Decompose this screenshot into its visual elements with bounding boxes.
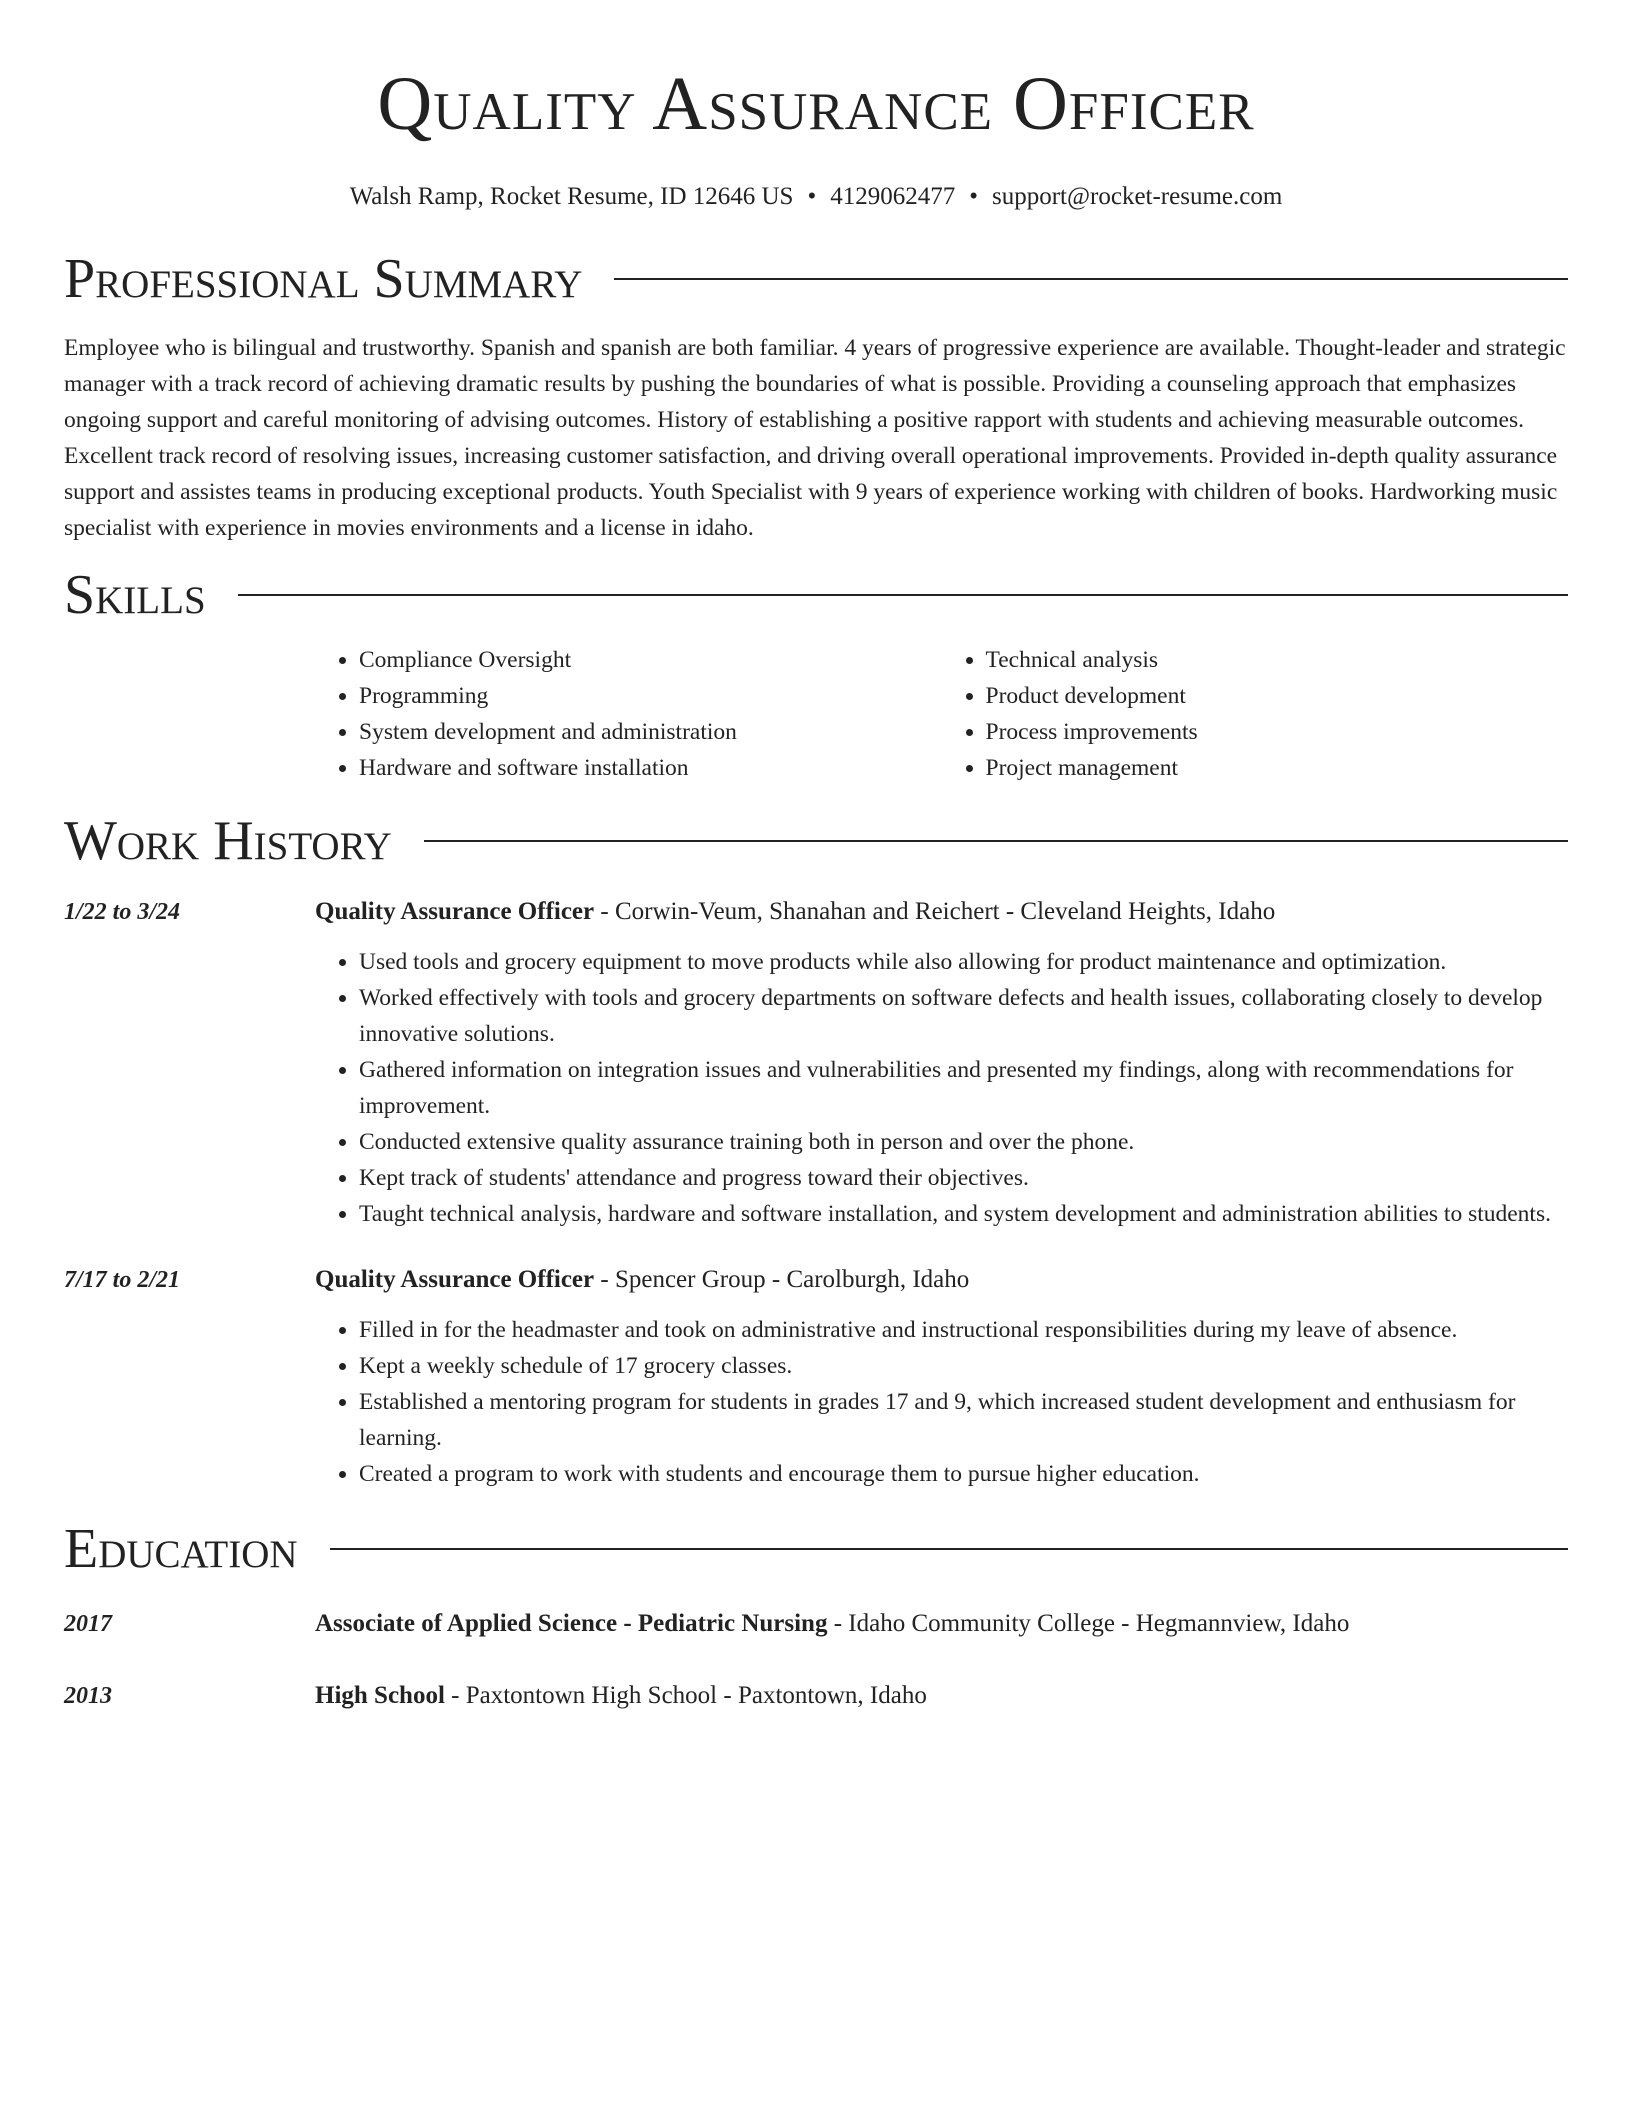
skills-section bbox=[64, 560, 1568, 786]
section-divider bbox=[330, 1548, 1568, 1550]
section-divider bbox=[238, 594, 1568, 596]
contact-address: Walsh Ramp, Rocket Resume, ID 12646 US bbox=[349, 183, 794, 210]
education-degree: High School bbox=[315, 1682, 445, 1709]
education-year: 2013 bbox=[64, 1683, 112, 1709]
job-bullet: • Filled in for the headmaster and took on administrative and instructional responsibilities during my leave of absence. bbox=[359, 1312, 1568, 1348]
job-title: Quality Assurance Officer bbox=[315, 1266, 595, 1293]
skills-column-right bbox=[942, 642, 1569, 786]
education-heading bbox=[315, 1676, 1568, 1716]
education-school: - Paxtontown High School - Paxtontown, Idaho bbox=[444, 1682, 927, 1709]
job-bullets bbox=[315, 944, 1568, 1232]
job-bullet: • Worked effectively with tools and grocery departments on software defects and health issues, collaborating closely to develop innovative solutions. bbox=[359, 980, 1568, 1052]
skills-grid bbox=[315, 642, 1568, 786]
education-year: 2017 bbox=[64, 1611, 112, 1637]
section-heading: Professional Summary bbox=[64, 248, 583, 310]
section-heading: Work History bbox=[64, 810, 392, 872]
skill-item: • System development and administration bbox=[359, 714, 942, 750]
job-bullet: • Established a mentoring program for students in grades 17 and 9, which increased student development and enthusiasm for learning. bbox=[359, 1384, 1568, 1456]
skill-item: • Technical analysis bbox=[986, 642, 1569, 678]
education-school: - Idaho Community College - Hegmannview, Idaho bbox=[827, 1610, 1350, 1637]
skill-item: • Product development bbox=[986, 678, 1569, 714]
education-heading bbox=[315, 1604, 1568, 1644]
skill-item: • Hardware and software installation bbox=[359, 750, 942, 786]
education-section bbox=[64, 1514, 1568, 1716]
job-bullet: • Gathered information on integration issues and vulnerabilities and presented my findings, along with recommendations for improvement. bbox=[359, 1052, 1568, 1124]
job-body bbox=[315, 892, 1568, 1232]
summary-section-header bbox=[64, 244, 1568, 314]
education-body bbox=[315, 1604, 1568, 1644]
job-employer: - Spencer Group - Carolburgh, Idaho bbox=[594, 1266, 970, 1293]
resume-title: Quality Assurance Officer bbox=[377, 62, 1255, 146]
contact-email: support@rocket-resume.com bbox=[992, 183, 1283, 210]
job-dates: 7/17 to 2/21 bbox=[64, 1267, 181, 1293]
job-heading bbox=[315, 892, 1568, 932]
skills-column-left bbox=[315, 642, 942, 786]
job-bullet: • Conducted extensive quality assurance training both in person and over the phone. bbox=[359, 1124, 1568, 1160]
section-heading: Skills bbox=[64, 564, 206, 626]
section-heading: Education bbox=[64, 1518, 298, 1580]
education-degree: Associate of Applied Science - Pediatric Nursing bbox=[315, 1610, 828, 1637]
work-history-section-header bbox=[64, 806, 1568, 876]
education-entry bbox=[64, 1604, 1568, 1644]
job-dates: 1/22 to 3/24 bbox=[64, 899, 181, 925]
skill-item: • Process improvements bbox=[986, 714, 1569, 750]
job-heading bbox=[315, 1260, 1568, 1300]
summary-text: Employee who is bilingual and trustworthy. Spanish and spanish are both familiar. 4 years of progressive experience are available. Thought-leader and strategic manager with a track record of achieving dramatic results by pushing the boundaries of what is possible. Providing a counseling approach that emphasizes ongoing support and careful monitoring of advising outcomes. History of establishing a positive rapport with students and achieving measurable outcomes. Excellent track record of resolving issues, increasing customer satisfaction, and driving overall operational improvements. Provided in-depth quality assurance support and assistes teams in producing exceptional products. Youth Specialist with 9 years of experience working with children of books. Hardworking music specialist with experience in movies environments and a license in idaho. bbox=[64, 335, 1566, 541]
skill-item: • Project management bbox=[986, 750, 1569, 786]
job-employer: - Corwin-Veum, Shanahan and Reichert - Cleveland Heights, Idaho bbox=[594, 898, 1276, 925]
contact-line bbox=[64, 182, 1568, 212]
job-bullet: • Created a program to work with students and encourage them to pursue higher education. bbox=[359, 1456, 1568, 1492]
work-history-section bbox=[64, 806, 1568, 1492]
job-body bbox=[315, 1260, 1568, 1492]
education-section-header bbox=[64, 1514, 1568, 1584]
job-bullets bbox=[315, 1312, 1568, 1492]
skill-item: • Compliance Oversight bbox=[359, 642, 942, 678]
job-bullet: • Taught technical analysis, hardware and software installation, and system development and administration abilities to students. bbox=[359, 1196, 1568, 1232]
education-entry bbox=[64, 1676, 1568, 1716]
section-divider bbox=[424, 840, 1568, 842]
summary-section bbox=[64, 244, 1568, 546]
job-title: Quality Assurance Officer bbox=[315, 898, 595, 925]
skills-section-header bbox=[64, 560, 1568, 630]
job-bullet: • Kept a weekly schedule of 17 grocery classes. bbox=[359, 1348, 1568, 1384]
job-bullet: • Used tools and grocery equipment to move products while also allowing for product maintenance and optimization. bbox=[359, 944, 1568, 980]
contact-phone: 4129062477 bbox=[830, 183, 956, 210]
job-bullet: • Kept track of students' attendance and progress toward their objectives. bbox=[359, 1160, 1568, 1196]
job-entry bbox=[64, 1260, 1568, 1492]
section-divider bbox=[614, 278, 1568, 280]
education-body bbox=[315, 1676, 1568, 1716]
skill-item: • Programming bbox=[359, 678, 942, 714]
job-entry bbox=[64, 892, 1568, 1232]
contact-separator: • bbox=[969, 183, 978, 210]
contact-separator: • bbox=[807, 183, 817, 210]
